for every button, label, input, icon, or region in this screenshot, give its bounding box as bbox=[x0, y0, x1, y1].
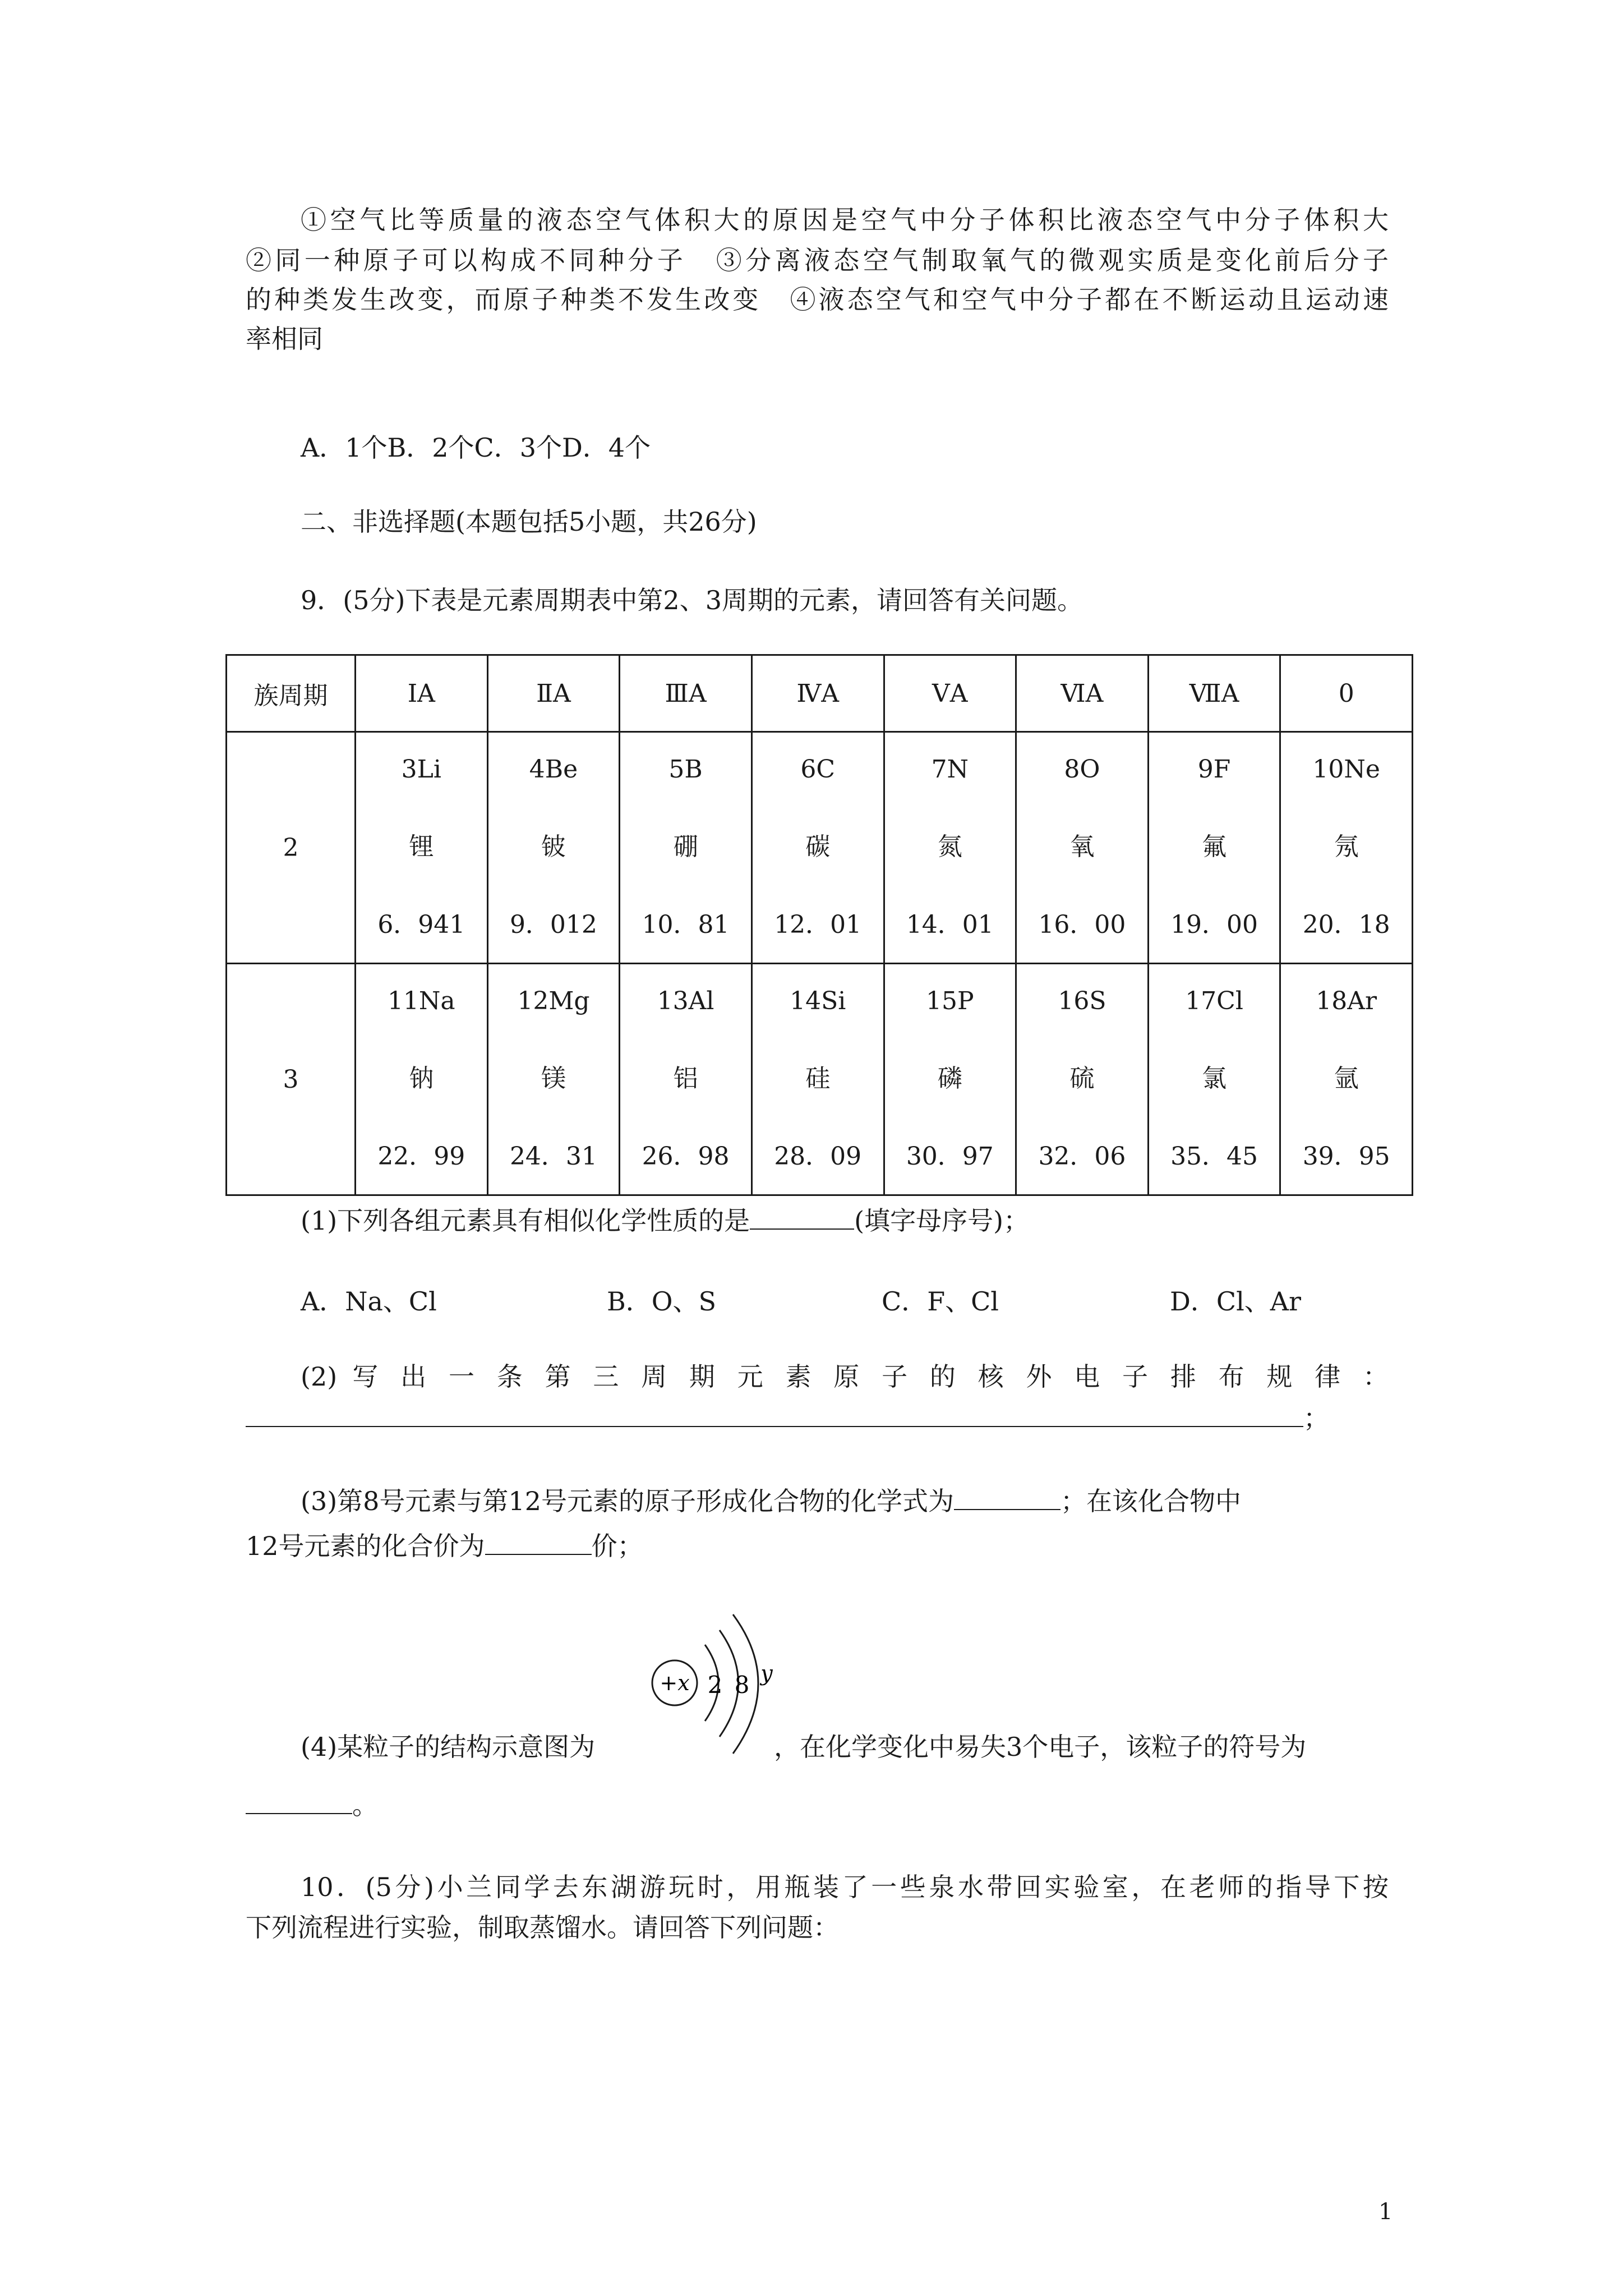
answer-blank[interactable] bbox=[246, 1401, 1303, 1427]
element-name: 氯 bbox=[1202, 1064, 1227, 1093]
element-name: 钠 bbox=[409, 1064, 434, 1093]
element-symbol: 8O bbox=[1064, 755, 1100, 784]
element-mass: 6．941 bbox=[377, 910, 465, 939]
element-symbol: 18Ar bbox=[1316, 987, 1377, 1015]
element-cell bbox=[1280, 964, 1413, 1195]
element-mass: 32．06 bbox=[1038, 1142, 1126, 1171]
element-name: 碳 bbox=[805, 832, 831, 861]
element-symbol: 10Ne bbox=[1312, 755, 1380, 784]
table-corner-cell: 族周期 bbox=[227, 655, 356, 732]
element-mass: 24．31 bbox=[509, 1142, 597, 1171]
element-cell bbox=[1148, 732, 1280, 964]
element-cell bbox=[884, 732, 1016, 964]
group-header: ⅢA bbox=[620, 655, 752, 732]
q9-part1-option-a: A．Na、Cl bbox=[301, 1286, 437, 1317]
element-name: 氧 bbox=[1069, 832, 1095, 861]
periodic-table bbox=[225, 654, 1413, 1196]
element-mass: 35．45 bbox=[1170, 1142, 1258, 1171]
element-mass: 12．01 bbox=[774, 910, 862, 939]
q10-intro-1: 10．(5分)小兰同学去东湖游玩时，用瓶装了一些泉水带回实验室，在老师的指导下按 bbox=[301, 1872, 1389, 1902]
element-cell bbox=[751, 964, 884, 1195]
element-symbol: 15P bbox=[926, 987, 974, 1015]
answer-blank[interactable] bbox=[485, 1529, 592, 1555]
element-symbol: 9F bbox=[1197, 755, 1231, 784]
element-name: 氩 bbox=[1334, 1064, 1359, 1093]
element-symbol: 4Be bbox=[529, 755, 578, 784]
element-cell bbox=[1016, 964, 1149, 1195]
element-mass: 19．00 bbox=[1170, 910, 1258, 939]
q8-statement-1: ①空气比等质量的液态空气体积大的原因是空气中分子体积比液态空气中分子体积大 bbox=[301, 205, 1389, 235]
table-header-row bbox=[227, 655, 1413, 732]
group-header: ⅦA bbox=[1148, 655, 1280, 732]
answer-blank[interactable] bbox=[246, 1788, 352, 1814]
q9-part1-hint: (填字母序号)； bbox=[854, 1205, 1030, 1236]
q8-statement-2: ②同一种原子可以构成不同种分子 ③分离液态空气制取氧气的微观实质是变化前后分子 bbox=[246, 245, 1389, 275]
element-mass: 39．95 bbox=[1302, 1142, 1390, 1171]
element-symbol: 3Li bbox=[401, 755, 441, 784]
q9-part1-option-d: D．Cl、Ar bbox=[1170, 1286, 1301, 1317]
q9-part2-answer-line bbox=[246, 1401, 1329, 1435]
shell-2-electrons: 8 bbox=[734, 1671, 750, 1699]
q8-statement-4: 率相同 bbox=[246, 324, 323, 354]
group-header: ⅣA bbox=[751, 655, 884, 732]
element-name: 氖 bbox=[1334, 832, 1359, 861]
shell-1-electrons: 2 bbox=[707, 1671, 723, 1699]
shell-3-electrons: y bbox=[760, 1661, 773, 1686]
period-label: 2 bbox=[227, 732, 356, 964]
element-cell bbox=[620, 964, 752, 1195]
q9-part1-option-c: C．F、Cl bbox=[882, 1286, 999, 1317]
element-mass: 30．97 bbox=[906, 1142, 994, 1171]
element-cell bbox=[620, 732, 752, 964]
element-symbol: 13Al bbox=[657, 987, 714, 1015]
element-name: 磷 bbox=[937, 1064, 962, 1093]
element-name: 硅 bbox=[805, 1064, 831, 1093]
element-mass: 26．98 bbox=[642, 1142, 730, 1171]
q9-part4-text: (4)某粒子的结构示意图为 bbox=[301, 1732, 596, 1762]
q8-statement-3: 的种类发生改变，而原子种类不发生改变 ④液态空气和空气中分子都在不断运动且运动速 bbox=[246, 284, 1389, 315]
element-name: 铝 bbox=[673, 1064, 698, 1093]
q9-part4-answer-line bbox=[246, 1788, 378, 1822]
element-name: 氮 bbox=[937, 832, 962, 861]
q9-part2-question: (2) 写 出 一 条 第 三 周 期 元 素 原 子 的 核 外 电 子 排 布 规 律 ： bbox=[301, 1361, 1389, 1392]
element-cell bbox=[487, 732, 620, 964]
element-name: 硼 bbox=[673, 832, 698, 861]
q9-part1-option-b: B．O、S bbox=[607, 1286, 717, 1317]
group-header: ⅡA bbox=[487, 655, 620, 732]
element-symbol: 11Na bbox=[387, 987, 455, 1015]
q9-part3-text-3: 12号元素的化合价为 bbox=[246, 1531, 485, 1561]
element-name: 锂 bbox=[409, 832, 434, 861]
element-cell bbox=[356, 732, 488, 964]
element-mass: 22．99 bbox=[377, 1142, 465, 1171]
element-mass: 9．012 bbox=[509, 910, 597, 939]
element-cell bbox=[1148, 964, 1280, 1195]
q9-part3-text: (3)第8号元素与第12号元素的原子形成化合物的化学式为 bbox=[301, 1486, 954, 1516]
page-number: 1 bbox=[1378, 2199, 1393, 2225]
element-name: 铍 bbox=[541, 832, 566, 861]
table-row-period-2 bbox=[227, 732, 1413, 964]
element-name: 氟 bbox=[1202, 832, 1227, 861]
group-header: 0 bbox=[1280, 655, 1413, 732]
q10-intro-2: 下列流程进行实验，制取蒸馏水。请回答下列问题： bbox=[246, 1912, 839, 1943]
element-cell bbox=[356, 964, 488, 1195]
group-header: ⅤA bbox=[884, 655, 1016, 732]
element-symbol: 12Mg bbox=[517, 987, 590, 1015]
answer-blank[interactable] bbox=[954, 1484, 1061, 1510]
q9-part4-end: 。 bbox=[352, 1790, 378, 1820]
q9-part1-text: (1)下列各组元素具有相似化学性质的是 bbox=[301, 1205, 750, 1236]
answer-blank[interactable] bbox=[750, 1204, 854, 1230]
q9-part3-text-4: 价； bbox=[591, 1531, 643, 1561]
table-row-period-3 bbox=[227, 964, 1413, 1195]
element-name: 硫 bbox=[1069, 1064, 1095, 1093]
q9-part3-question-cont bbox=[246, 1529, 643, 1563]
element-cell bbox=[1280, 732, 1413, 964]
nucleus-charge: +x bbox=[660, 1671, 690, 1695]
section-heading: 二、非选择题(本题包括5小题，共26分) bbox=[301, 507, 757, 537]
q8-options: A．1个B．2个C．3个D．4个 bbox=[301, 432, 651, 463]
element-symbol: 7N bbox=[931, 755, 969, 784]
element-cell bbox=[487, 964, 620, 1195]
q9-part4-text-2: ，在化学变化中易失3个电子，该粒子的符号为 bbox=[774, 1732, 1307, 1762]
element-cell bbox=[884, 964, 1016, 1195]
group-header: ⅠA bbox=[356, 655, 488, 732]
element-name: 镁 bbox=[541, 1064, 566, 1093]
element-mass: 28．09 bbox=[774, 1142, 862, 1171]
element-symbol: 16S bbox=[1058, 987, 1106, 1015]
q9-part1-question bbox=[301, 1204, 1029, 1237]
q9-part3-question bbox=[301, 1484, 1241, 1518]
element-symbol: 5B bbox=[668, 755, 703, 784]
q9-part3-text-2: ；在该化合物中 bbox=[1060, 1486, 1241, 1516]
q9-part2-end: ； bbox=[1303, 1403, 1329, 1433]
element-symbol: 17Cl bbox=[1185, 987, 1243, 1015]
element-mass: 20．18 bbox=[1302, 910, 1390, 939]
element-cell bbox=[751, 732, 884, 964]
period-label: 3 bbox=[227, 964, 356, 1195]
element-symbol: 14Si bbox=[790, 987, 846, 1015]
element-symbol: 6C bbox=[800, 755, 836, 784]
element-cell bbox=[1016, 732, 1149, 964]
element-mass: 14．01 bbox=[906, 910, 994, 939]
element-mass: 16．00 bbox=[1038, 910, 1126, 939]
q9-intro: 9．(5分)下表是元素周期表中第2、3周期的元素，请回答有关问题。 bbox=[301, 585, 1083, 615]
element-mass: 10．81 bbox=[642, 910, 730, 939]
group-header: ⅥA bbox=[1016, 655, 1149, 732]
